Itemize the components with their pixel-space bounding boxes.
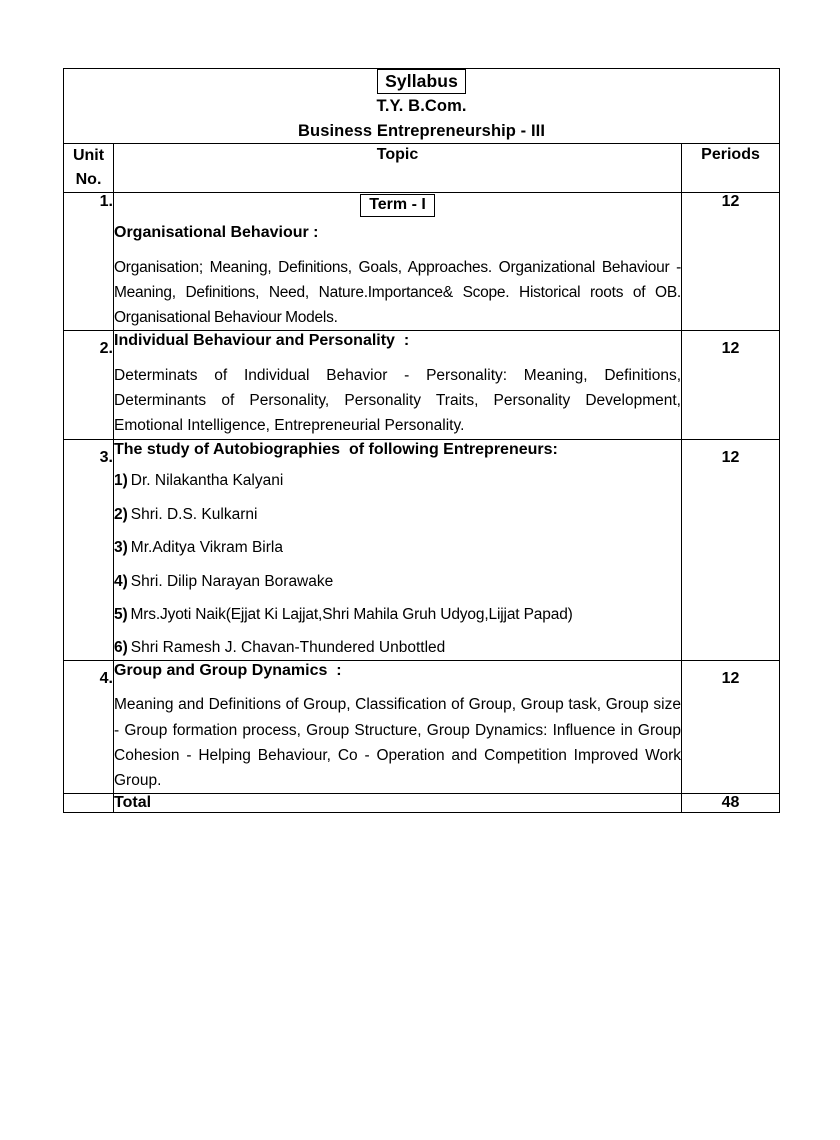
topic-cell — [114, 331, 682, 439]
topic-body: Organisation; Meaning, Definitions, Goals, Approaches. Organizational Behaviour -Meaning, Definitions, Need, Nature.Importance& Scope. Historical roots of OB. Organisational Behaviour Models. — [114, 259, 681, 327]
list-item-marker: 4) — [114, 572, 128, 590]
list-item-label: Mr.Aditya Vikram Birla — [130, 539, 283, 557]
unit-number: 4. — [64, 660, 114, 793]
column-header-topic: Topic — [114, 143, 682, 192]
topic-heading: Organisational Behaviour : — [114, 224, 319, 242]
list-item — [114, 538, 681, 557]
topic-body: Meaning and Definitions of Group, Classification of Group, Group task, Group size - Group formation process, Group Structure, Group Dynamics: Influence in Group Cohesion - Helping Behaviour, Co - Operation and Competition Improved Work Group. — [114, 696, 681, 789]
topic-heading: Group and Group Dynamics : — [114, 661, 342, 679]
list-item-marker: 6) — [114, 639, 128, 657]
document-title-cell — [64, 69, 780, 144]
column-header-periods: Periods — [682, 143, 780, 192]
table-row — [64, 192, 780, 331]
periods-value: 12 — [682, 192, 780, 331]
total-value: 48 — [682, 793, 780, 812]
list-item-marker: 2) — [114, 505, 128, 523]
list-item — [114, 638, 681, 657]
list-item — [114, 505, 681, 524]
table-total-row — [64, 793, 780, 812]
title-boxed-wrap — [64, 69, 779, 94]
periods-value: 12 — [682, 439, 780, 660]
topic-cell — [114, 439, 682, 660]
unit-header-line-1: Unit — [72, 146, 105, 164]
list-item-label: Dr. Nilakantha Kalyani — [130, 472, 284, 490]
term-label-wrap — [114, 194, 681, 217]
list-item — [114, 605, 681, 624]
total-empty-cell — [64, 793, 114, 812]
table-row — [64, 439, 780, 660]
table-row — [64, 660, 780, 793]
list-item-label: Shri. Dilip Narayan Borawake — [130, 572, 334, 590]
column-header-unit-no — [64, 143, 114, 192]
unit-header-line-2: No. — [75, 170, 102, 188]
periods-value: 12 — [682, 660, 780, 793]
topic-body: Determinats of Individual Behavior - Personality: Meaning, Definitions, Determinants of Personality, Personality Traits, Personality Development, Emotional Intelligence, Entrepreneurial Personality. — [114, 367, 681, 435]
list-item — [114, 572, 681, 591]
list-item-marker: 3) — [114, 539, 128, 557]
list-item — [114, 471, 681, 490]
unit-number: 2. — [64, 331, 114, 439]
topic-heading: The study of Autobiographies of following Entrepreneurs: — [114, 440, 558, 458]
term-label: Term - I — [360, 194, 435, 217]
topic-cell — [114, 192, 682, 331]
syllabus-table — [63, 68, 780, 813]
unit-number: 1. — [64, 192, 114, 331]
unit-number: 3. — [64, 439, 114, 660]
total-label: Total — [114, 793, 682, 812]
topic-cell — [114, 660, 682, 793]
table-row — [64, 331, 780, 439]
entrepreneur-list — [114, 471, 681, 657]
table-title-row — [64, 69, 780, 144]
list-item-label: Shri Ramesh J. Chavan-Thundered Unbottled — [130, 639, 446, 657]
course-name-line: Business Entrepreneurship - III — [298, 121, 546, 140]
topic-heading: Individual Behaviour and Personality : — [114, 332, 410, 350]
page-title: Syllabus — [377, 69, 466, 94]
list-item-label: Shri. D.S. Kulkarni — [130, 505, 258, 523]
course-code-line: T.Y. B.Com. — [376, 97, 467, 116]
table-header-row — [64, 143, 780, 192]
list-item-label: Mrs.Jyoti Naik(Ejjat Ki Lajjat,Shri Mahila Gruh Udyog,Lijjat Papad) — [130, 605, 573, 623]
list-item-marker: 1) — [114, 472, 128, 490]
periods-value: 12 — [682, 331, 780, 439]
list-item-marker: 5) — [114, 605, 128, 623]
